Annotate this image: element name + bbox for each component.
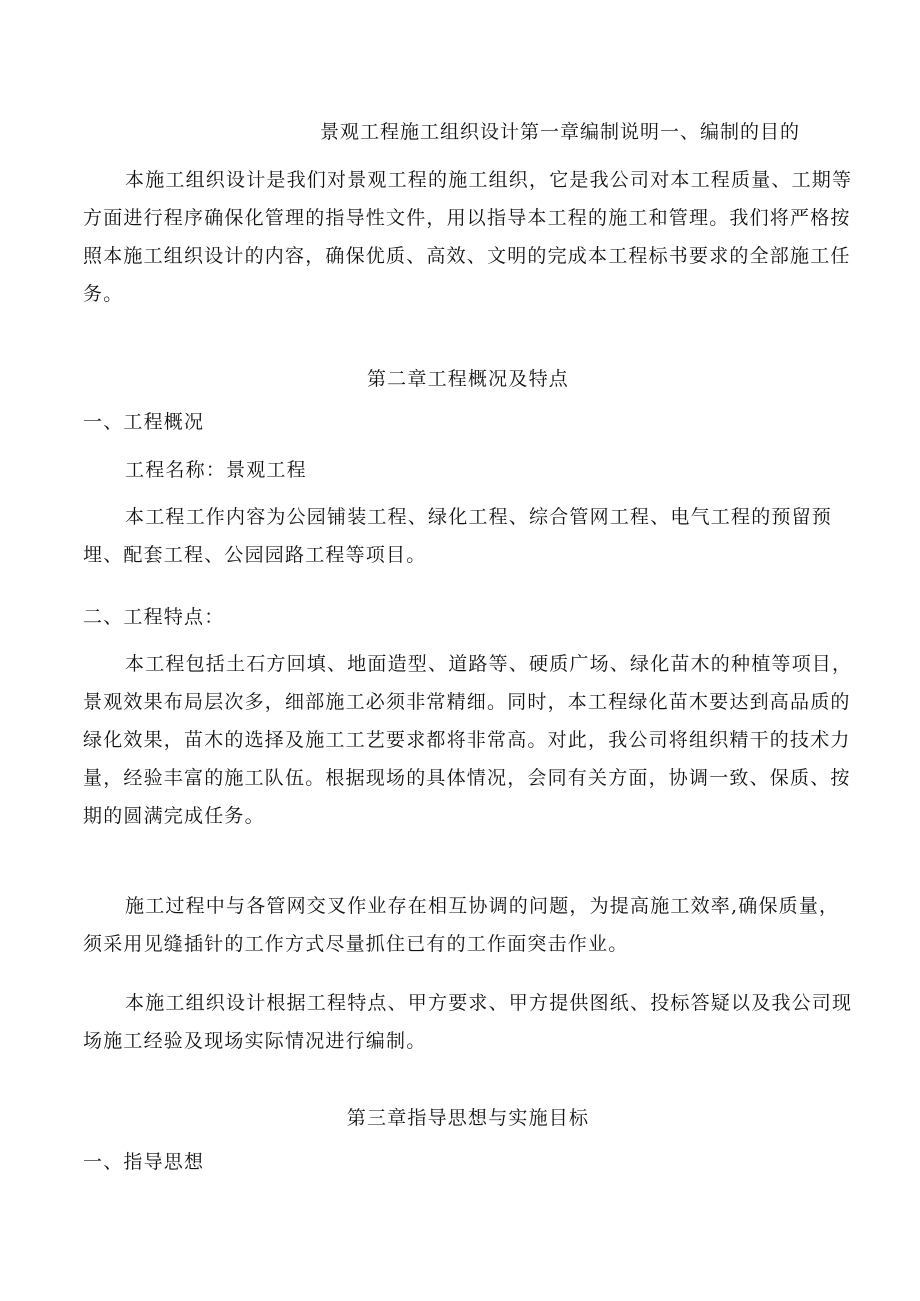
section-2-2-heading: 二、工程特点： <box>83 606 225 628</box>
basis-paragraph: 本施工组织设计根据工程特点、甲方要求、甲方提供图纸、投标答疑以及我公司现场施工经验及现场实际情况进行编制。 <box>83 992 853 1052</box>
section-3-1-heading: 一、指导思想 <box>83 1151 205 1173</box>
document-title: 景观工程施工组织设计第一章编制说明一、编制的目的 <box>320 121 801 143</box>
chapter-2-heading: 第二章工程概况及特点 <box>366 368 569 390</box>
section-2-1-heading: 一、工程概况 <box>83 411 205 433</box>
features-paragraph: 本工程包括土石方回填、地面造型、道路等、硬质广场、绿化苗木的种植等项目，景观效果布局层次多，细部施工必须非常精细。同时，本工程绿化苗木要达到高品质的绿化效果，苗木的选择及施工工艺要求都将非常高。对此，我公司将组织精干的技术力量，经验丰富的施工队伍。根据现场的具体情况，会同有关方面，协调一致、保质、按期的圆满完成任务。 <box>83 653 853 827</box>
cross-work-paragraph: 施工过程中与各管网交叉作业存在相互协调的问题，为提高施工效率,确保质量，须采用见缝插针的工作方式尽量抓住已有的工作面突击作业。 <box>83 895 840 955</box>
chapter-3-heading: 第三章指导思想与实施目标 <box>346 1107 590 1129</box>
work-content-paragraph: 本工程工作内容为公园铺装工程、绿化工程、综合管网工程、电气工程的预留预埋、配套工程、公园园路工程等项目。 <box>83 506 833 566</box>
project-name-line: 工程名称：景观工程 <box>125 459 307 481</box>
intro-paragraph: 本施工组织设计是我们对景观工程的施工组织，它是我公司对本工程质量、工期等方面进行程序确保化管理的指导性文件，用以指导本工程的施工和管理。我们将严格按照本施工组织设计的内容，确保优质、高效、文明的完成本工程标书要求的全部施工任务。 <box>83 169 853 305</box>
